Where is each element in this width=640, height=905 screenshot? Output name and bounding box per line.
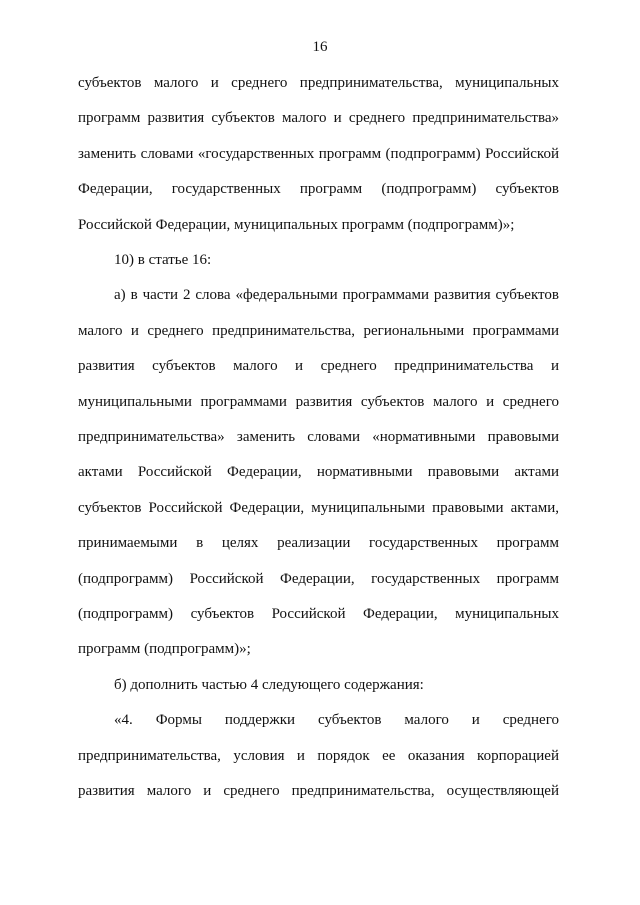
text-line: субъектов малого и среднего предпринимательства, муниципальных xyxy=(78,75,559,91)
text-line: а) в части 2 слова «федеральными программами развития субъектов xyxy=(114,287,559,303)
text-line: актами Российской Федерации, нормативными правовыми актами xyxy=(78,464,559,480)
text-line: (подпрограмм) субъектов Российской Федерации, муниципальных xyxy=(78,606,559,622)
text-line: «4. Формы поддержки субъектов малого и среднего xyxy=(114,712,559,728)
text-line: развития субъектов малого и среднего предпринимательства и xyxy=(78,358,559,374)
text-line: принимаемыми в целях реализации государственных программ xyxy=(78,535,559,551)
page-number: 16 xyxy=(312,39,328,55)
text-line: субъектов Российской Федерации, муниципальными правовыми актами, xyxy=(78,500,559,516)
text-line: (подпрограмм) Российской Федерации, государственных программ xyxy=(78,571,559,587)
text-line: малого и среднего предпринимательства, региональными программами xyxy=(78,323,559,339)
text-line: заменить словами «государственных программ (подпрограмм) Российской xyxy=(78,146,559,162)
text-line: Федерации, государственных программ (подпрограмм) субъектов xyxy=(78,181,559,197)
text-line: предпринимательства» заменить словами «нормативными правовыми xyxy=(78,429,559,445)
text-line: муниципальными программами развития субъектов малого и среднего xyxy=(78,394,559,410)
text-line: программ развития субъектов малого и среднего предпринимательства» xyxy=(78,110,559,126)
text-line: Российской Федерации, муниципальных программ (подпрограмм)»; xyxy=(78,217,515,233)
text-line: программ (подпрограмм)»; xyxy=(78,641,251,657)
text-line: предпринимательства, условия и порядок ее оказания корпорацией xyxy=(78,748,559,764)
text-line: б) дополнить частью 4 следующего содержания: xyxy=(114,677,424,693)
text-line: 10) в статье 16: xyxy=(114,252,212,268)
text-line: развития малого и среднего предпринимательства, осуществляющей xyxy=(78,783,559,799)
